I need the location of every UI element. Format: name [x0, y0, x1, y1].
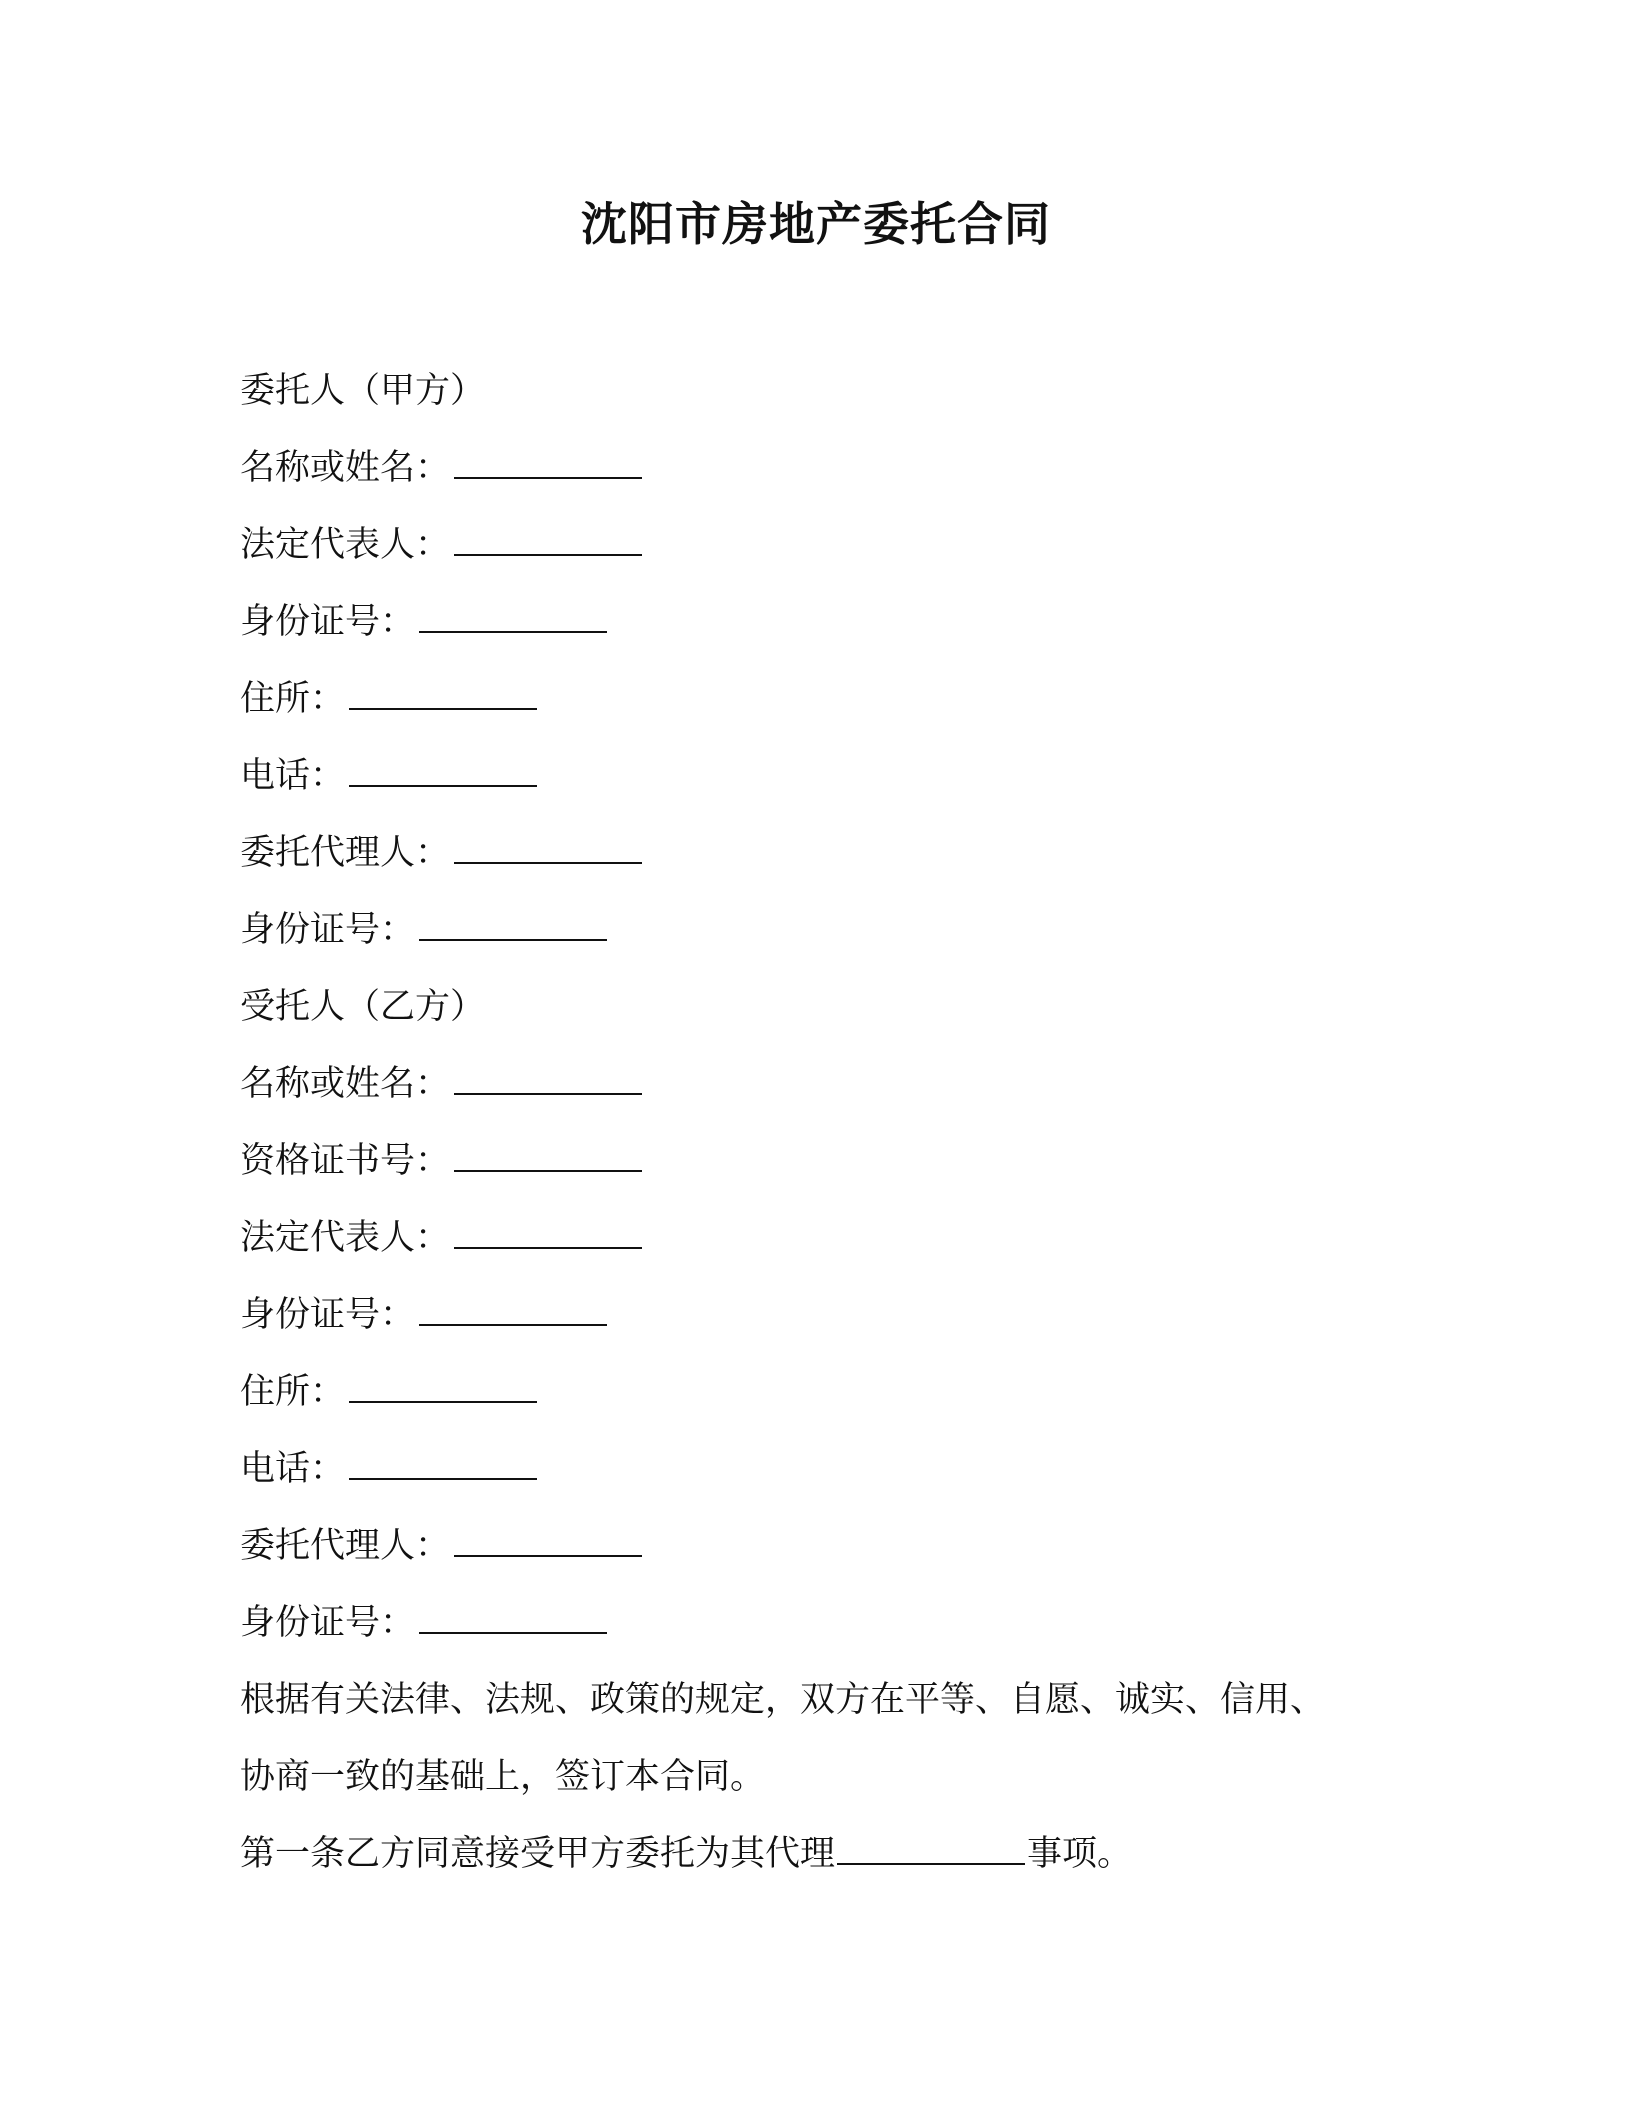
party-a-agent-id-label: 身份证号：	[240, 910, 416, 950]
party-b-agent-id-blank[interactable]	[419, 1592, 607, 1634]
party-b-agent-blank[interactable]	[454, 1515, 642, 1557]
party-b-cert-label: 资格证书号：	[240, 1141, 451, 1181]
party-a-heading: 委托人（甲方）	[240, 371, 486, 411]
party-b-name-line	[240, 1053, 1400, 1130]
party-b-agent-id-line	[240, 1592, 1400, 1669]
party-a-name-blank[interactable]	[454, 437, 642, 479]
party-b-phone-blank[interactable]	[349, 1438, 537, 1480]
party-b-heading: 受托人（乙方）	[240, 987, 486, 1027]
party-b-id-label: 身份证号：	[240, 1295, 416, 1335]
party-a-legal-rep-label: 法定代表人：	[240, 525, 451, 565]
party-b-cert-blank[interactable]	[454, 1130, 642, 1172]
party-b-cert-line	[240, 1130, 1400, 1207]
article-1-blank[interactable]	[837, 1823, 1025, 1865]
party-a-address-line	[240, 668, 1400, 745]
party-b-address-label: 住所：	[240, 1372, 346, 1412]
party-b-address-blank[interactable]	[349, 1361, 537, 1403]
party-a-legal-rep-blank[interactable]	[454, 514, 642, 556]
party-b-address-line	[240, 1361, 1400, 1438]
preamble-line-2: 协商一致的基础上，签订本合同。	[240, 1757, 766, 1797]
party-a-agent-label: 委托代理人：	[240, 833, 451, 873]
party-a-agent-id-line	[240, 899, 1400, 976]
page-title: 沈阳市房地产委托合同	[581, 197, 1051, 251]
party-a-id-line	[240, 591, 1400, 668]
party-a-address-label: 住所：	[240, 679, 346, 719]
party-b-id-blank[interactable]	[419, 1284, 607, 1326]
party-b-agent-label: 委托代理人：	[240, 1526, 451, 1566]
party-a-agent-blank[interactable]	[454, 822, 642, 864]
party-b-agent-line	[240, 1515, 1400, 1592]
party-a-agent-line	[240, 822, 1400, 899]
party-a-legal-rep-line	[240, 514, 1400, 591]
party-a-agent-id-blank[interactable]	[419, 899, 607, 941]
party-b-legal-rep-label: 法定代表人：	[240, 1218, 451, 1258]
party-b-phone-label: 电话：	[240, 1449, 346, 1489]
article-1-suffix: 事项。	[1027, 1834, 1133, 1874]
party-a-address-blank[interactable]	[349, 668, 537, 710]
party-b-legal-rep-blank[interactable]	[454, 1207, 642, 1249]
party-b-name-blank[interactable]	[454, 1053, 642, 1095]
party-a-phone-blank[interactable]	[349, 745, 537, 787]
party-a-phone-line	[240, 745, 1400, 822]
party-a-name-line	[240, 437, 1400, 514]
party-b-id-line	[240, 1284, 1400, 1361]
preamble-line-1: 根据有关法律、法规、政策的规定，双方在平等、自愿、诚实、信用、	[240, 1680, 1326, 1720]
party-a-phone-label: 电话：	[240, 756, 346, 796]
party-a-name-label: 名称或姓名：	[240, 448, 451, 488]
party-a-id-label: 身份证号：	[240, 602, 416, 642]
party-b-legal-rep-line	[240, 1207, 1400, 1284]
contract-body	[240, 360, 1400, 1900]
article-1-line	[240, 1823, 1400, 1900]
party-b-agent-id-label: 身份证号：	[240, 1603, 416, 1643]
article-1-prefix: 第一条乙方同意接受甲方委托为其代理	[240, 1834, 836, 1874]
party-b-name-label: 名称或姓名：	[240, 1064, 451, 1104]
party-b-phone-line	[240, 1438, 1400, 1515]
party-a-id-blank[interactable]	[419, 591, 607, 633]
